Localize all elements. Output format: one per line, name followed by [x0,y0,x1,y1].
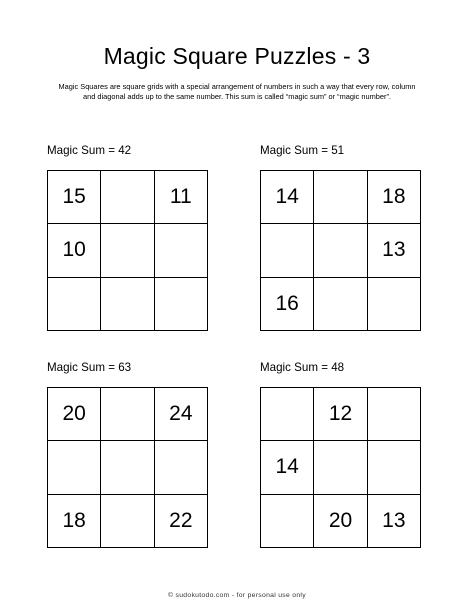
grid-cell[interactable] [48,441,101,494]
grid-cell[interactable]: 14 [261,441,314,494]
grid-cell[interactable] [101,171,154,224]
grid-cell[interactable]: 20 [48,388,101,441]
magic-sum-label: Magic Sum = 42 [47,144,132,157]
grid-cell[interactable] [368,441,421,494]
grid-cell[interactable]: 13 [368,495,421,548]
grid-cell[interactable] [155,224,208,277]
grid-cell[interactable] [261,495,314,548]
grid-cell[interactable] [261,224,314,277]
grid-cell[interactable] [101,441,154,494]
grid-cell[interactable] [155,278,208,331]
magic-square-grid [260,387,421,548]
grid-cell[interactable] [314,224,367,277]
grid-cell[interactable]: 13 [368,224,421,277]
puzzle-4 [260,361,422,548]
magic-sum-label: Magic Sum = 63 [47,361,132,374]
grid-cell[interactable] [101,224,154,277]
grid-cell[interactable] [101,388,154,441]
grid-cell[interactable]: 18 [48,495,101,548]
intro-line: and diagonal adds up to the same number. This sum is called “magic sum” or “magic number”. [83,92,391,101]
page-title: Magic Square Puzzles - 3 [103,43,371,69]
grid-cell[interactable] [314,441,367,494]
grid-cell[interactable]: 15 [48,171,101,224]
grid-cell[interactable]: 16 [261,278,314,331]
grid-cell[interactable]: 22 [155,495,208,548]
grid-cell[interactable] [48,278,101,331]
grid-cell[interactable] [368,278,421,331]
grid-cell[interactable] [101,495,154,548]
grid-cell[interactable] [101,278,154,331]
grid-cell[interactable]: 11 [155,171,208,224]
copyright-footer: © sudokutodo.com - for personal use only [168,592,306,599]
grid-cell[interactable]: 12 [314,388,367,441]
magic-square-grid [260,170,421,331]
intro-line: Magic Squares are square grids with a special arrangement of numbers in such a way that every row, column [58,82,416,91]
puzzle-3 [47,361,209,548]
grid-cell[interactable] [261,388,314,441]
puzzle-2 [260,144,422,331]
grid-cell[interactable] [314,171,367,224]
grid-cell[interactable]: 24 [155,388,208,441]
magic-sum-label: Magic Sum = 48 [260,361,345,374]
magic-sum-label: Magic Sum = 51 [260,144,345,157]
grid-cell[interactable]: 20 [314,495,367,548]
magic-square-grid [47,170,208,331]
puzzle-1 [47,144,209,331]
magic-square-grid [47,387,208,548]
grid-cell[interactable] [314,278,367,331]
grid-cell[interactable]: 10 [48,224,101,277]
grid-cell[interactable] [368,388,421,441]
intro-text [40,82,434,102]
grid-cell[interactable] [155,441,208,494]
grid-cell[interactable]: 18 [368,171,421,224]
grid-cell[interactable]: 14 [261,171,314,224]
